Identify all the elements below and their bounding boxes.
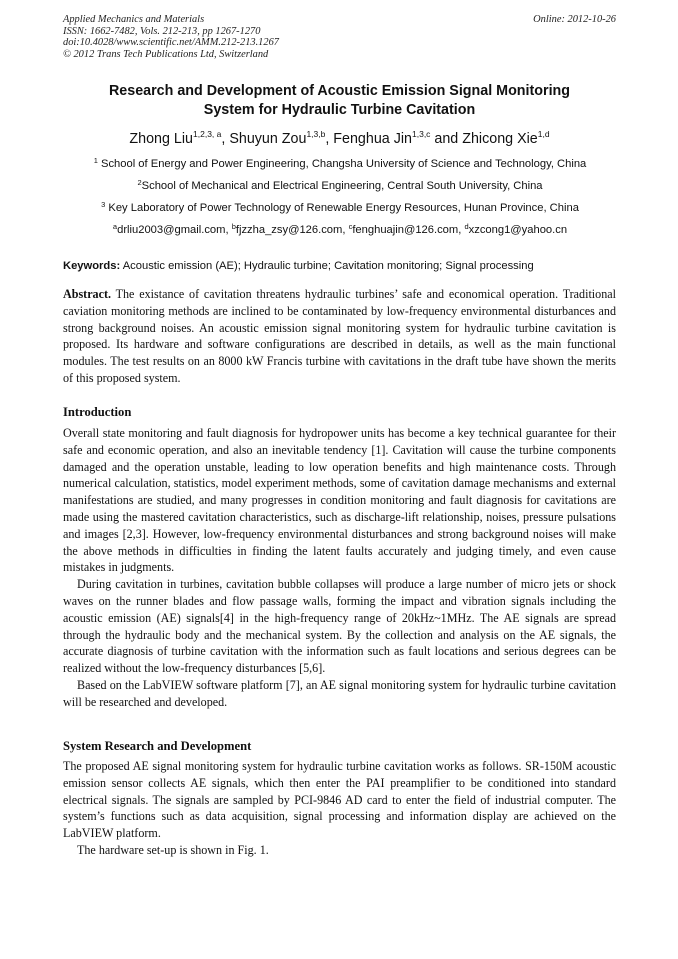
doi-line: doi:10.4028/www.scientific.net/AMM.212-213.1267 — [63, 37, 279, 49]
email-address: drliu2003@gmail.com — [117, 224, 226, 236]
email-separator: , — [342, 224, 349, 236]
email-address: xzcong1@yahoo.cn — [468, 224, 568, 236]
author-name: Shuyun Zou — [229, 131, 307, 147]
abstract — [63, 286, 616, 387]
abstract-label: Abstract. — [63, 287, 112, 301]
paragraph: The hardware set-up is shown in Fig. 1. — [77, 842, 269, 857]
email-sup: a — [112, 222, 118, 231]
paragraph: Overall state monitoring and fault diagnosis for hydropower units has become a key technical guarantee for their safe and economic operation, and also an inevitable tendency [1]. Cavitation will cause the turbine components damaged and the operation unstable, leading to low operation benefits and high maintenance costs. Through numerical calculation, statistics, model experiment methods, some of cavitation damage mechanisms and external manifestations are studied, and many progresses in condition monitoring and fault diagnosis for cavitations are made using the mastered cavitation characteristics, such as discharge-lift relationship, noises, pressure pulsations and images [2,3]. However, low-frequency environmental disturbances and strong background noises will make the above methods in difficulties in finding the latent faults accurately and judging timely, and even cause mistakes in judgments. — [63, 426, 616, 575]
author-affiliation-sup: 1,3,c — [412, 129, 431, 139]
author-name: Zhicong Xie — [462, 131, 538, 147]
paragraph: During cavitation in turbines, cavitation bubble collapses will produce a large number of micro jets or shock waves on the runner blades and flow passage walls, forming the impact and vibration signals including the acoustic emission (AE) signals[4] in the high-frequency range of 20kHz~1MHz. The AE signals are spread through the hydraulic body and the mechanical system. By the collection and analysis on the AE signals, the accurate diagnosis of turbine cavitation with the information such as fault locations and serious degrees can be realized without the low-frequency disturbances [5,6]. — [63, 577, 616, 676]
paper-title — [63, 82, 616, 119]
email-address: fjzzha_zsy@126.com — [235, 224, 343, 236]
author-separator: and — [430, 131, 463, 147]
affiliation-text: School of Energy and Power Engineering, Changsha University of Science and Technology, China — [97, 158, 587, 170]
keywords — [63, 259, 616, 273]
title-line-1: Research and Development of Acoustic Emission Signal Monitoring — [108, 83, 571, 99]
email-sup: c — [348, 222, 353, 231]
author-affiliation-sup: 1,d — [537, 129, 550, 139]
author-list — [63, 130, 616, 148]
affiliation-sup: 1 — [93, 156, 98, 165]
affiliation-sup: 2 — [137, 178, 142, 187]
affiliation-3 — [40, 201, 640, 215]
email-sup: d — [464, 222, 469, 231]
email-separator: , — [225, 224, 232, 236]
paragraph: Based on the LabVIEW software platform [7], an AE signal monitoring system for hydraulic turbine cavitation will be researched and developed. — [63, 677, 616, 709]
keywords-label: Keywords: — [63, 260, 121, 272]
keywords-text: Acoustic emission (AE); Hydraulic turbine; Cavitation monitoring; Signal processing — [120, 260, 534, 272]
copyright-line: © 2012 Trans Tech Publications Ltd, Switzerland — [63, 48, 269, 60]
running-header — [63, 14, 616, 60]
affiliation-sup: 3 — [101, 200, 106, 209]
introduction-body — [63, 425, 616, 711]
title-line-2: System for Hydraulic Turbine Cavitation — [203, 101, 476, 118]
system-heading: System Research and Development — [63, 739, 252, 753]
author-separator: , — [221, 131, 230, 147]
introduction-heading: Introduction — [63, 405, 132, 419]
journal-name: Applied Mechanics and Materials — [63, 14, 205, 25]
email-line — [40, 223, 640, 237]
author-separator: , — [325, 131, 334, 147]
affiliation-1 — [40, 157, 640, 171]
author-name: Fenghua Jin — [333, 131, 412, 147]
system-body — [63, 758, 616, 859]
abstract-text: The existance of cavitation threatens hydraulic turbines’ safe and economical operation. Traditional caviation monitoring methods are inclined to be contaminated by low-frequency environmental disturbances and strong background noises. An acoustic emission signal monitoring system for hydraulic turbine cavitation is proposed. Its hardware and software configurations are described in details, as well as the main functional modules. The test results on an 8000 kW Francis turbine with cavitations in the draft tube have shown the merits of this proposed system. — [63, 287, 616, 385]
email-sup: b — [231, 222, 236, 231]
online-date: Online: 2012-10-26 — [533, 14, 616, 25]
paragraph: The proposed AE signal monitoring system for hydraulic turbine cavitation works as follows. SR-150M acoustic emission sensor collects AE signals, which then enter the PAI preamplifier to be conditioned into standard electrical signals. The signals are sampled by PCI-9846 AD card to enter the field of industrial computer. The system’s functions such as data acquisition, signal processing and information display are achieved on the LabVIEW platform. — [63, 759, 616, 841]
affiliation-text: Key Laboratory of Power Technology of Renewable Energy Resources, Hunan Province, China — [105, 202, 579, 214]
email-separator: , — [458, 224, 465, 236]
author-affiliation-sup: 1,3,b — [306, 129, 326, 139]
issn-line: ISSN: 1662-7482, Vols. 212-213, pp 1267-1270 — [63, 25, 261, 37]
author-name: Zhong Liu — [129, 131, 194, 147]
affiliation-2 — [40, 179, 640, 193]
email-address: fenghuajin@126.com — [352, 224, 459, 236]
author-affiliation-sup: 1,2,3, a — [193, 129, 222, 139]
affiliation-text: School of Mechanical and Electrical Engineering, Central South University, China — [141, 180, 543, 192]
